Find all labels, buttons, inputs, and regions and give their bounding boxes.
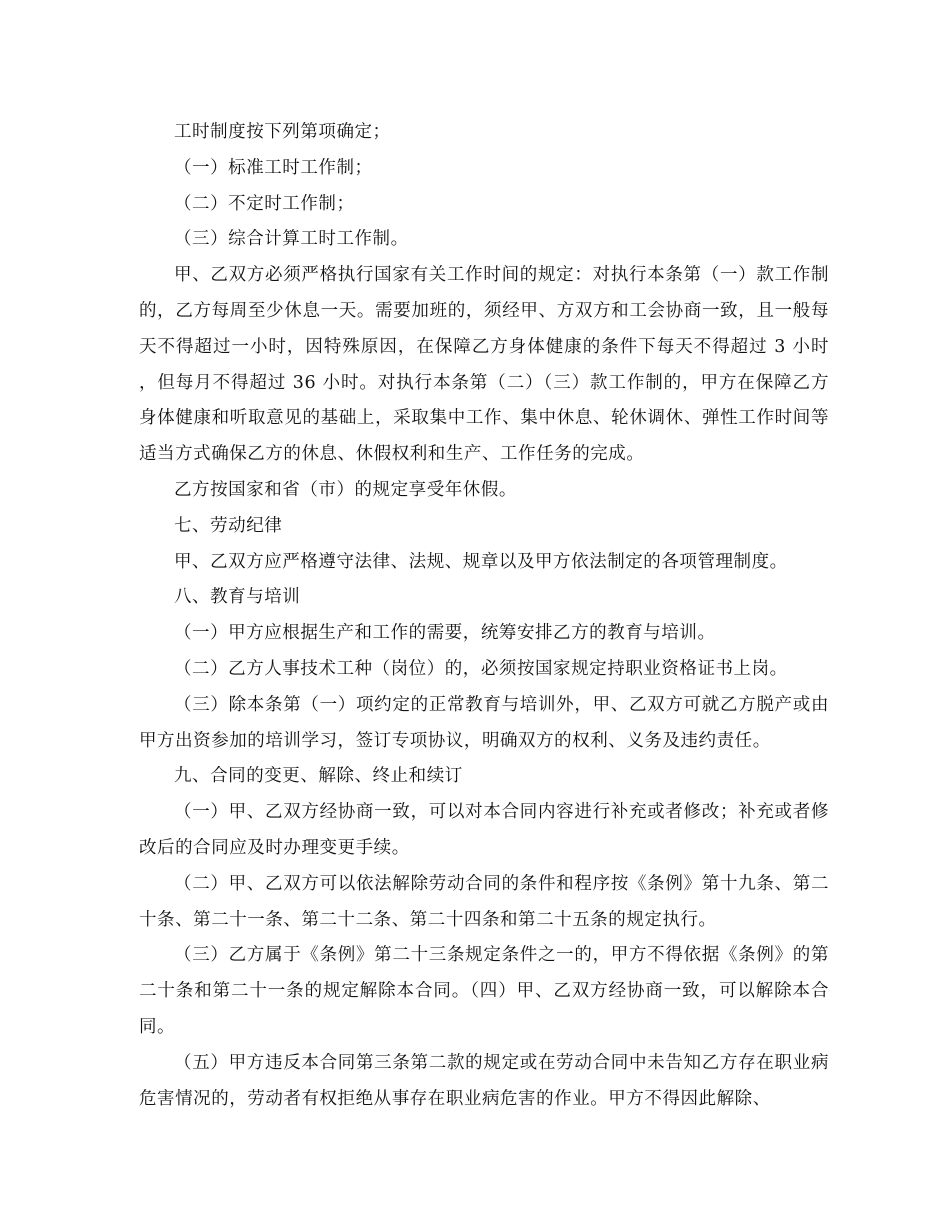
paragraph-comprehensive-hours: （三）综合计算工时工作制。 — [174, 229, 409, 250]
paragraph-occupational-hazard: （五）甲方违反本合同第三条第二款的规定或在劳动合同中未告知乙方存在职业病危害情况的，劳动者有权拒绝从事存在职业病危害的作业。甲方不得因此解除、 — [139, 1052, 829, 1109]
paragraph-annual-leave: 乙方按国家和省（市）的规定享受年休假。 — [174, 479, 517, 500]
paragraph-special-training-agreement: （三）除本条第（一）项约定的正常教育与培训外，甲、乙双方可就乙方脱产或由甲方出资参加的培训学习，签订专项协议，明确双方的权利、义务及违约责任。 — [139, 694, 829, 751]
paragraph-training-arrangement: （一）甲方应根据生产和工作的需要，统筹安排乙方的教育与培训。 — [174, 623, 716, 644]
section-heading-contract-changes: 九、合同的变更、解除、终止和续订 — [174, 766, 463, 787]
section-heading-labor-discipline: 七、劳动纪律 — [174, 515, 283, 536]
paragraph-work-hours-intro: 工时制度按下列第项确定； — [174, 122, 391, 142]
paragraph-termination-restrictions: （三）乙方属于《条例》第二十三条规定条件之一的，甲方不得依据《条例》的第二十条和第二十一条的规定解除本合同。（四）甲、乙双方经协商一致，可以解除本合同。 — [139, 945, 829, 1037]
paragraph-contract-modification: （一）甲、乙双方经协商一致，可以对本合同内容进行补充或者修改；补充或者修改后的合同应及时办理变更手续。 — [139, 802, 829, 858]
paragraph-termination-conditions: （二）甲、乙双方可以依法解除劳动合同的条件和程序按《条例》第十九条、第二十条、第二十一条、第二十二条、第二十四条和第二十五条的规定执行。 — [139, 873, 829, 930]
section-heading-education-training: 八、教育与培训 — [174, 587, 301, 608]
document-page — [139, 115, 829, 1117]
paragraph-qualification-certificate: （二）乙方人事技术工种（岗位）的，必须按国家规定持职业资格证书上岗。 — [174, 658, 788, 679]
paragraph-working-time-rules: 甲、乙双方必须严格执行国家有关工作时间的规定：对执行本条第（一）款工作制的，乙方每周至少休息一天。需要加班的，须经甲、方双方和工会协商一致，且一般每天不得超过一小时，因特殊原因，在保障乙方身体健康的条件下每天不得超过 3 小时，但每月不得超过 36 小时。对执行本条第（二）（三）款工作制的，甲方在保障乙方身体健康和听取意见的基础上，采取集中工作、集中休息、轮休调休、弹性工作时间等适当方式确保乙方的休息、休假权利和生产、工作任务的完成。 — [139, 265, 829, 465]
paragraph-discipline-rules: 甲、乙双方应严格遵守法律、法规、规章以及甲方依法制定的各项管理制度。 — [174, 551, 788, 572]
paragraph-standard-hours: （一）标准工时工作制； — [174, 157, 373, 178]
paragraph-flexible-hours: （二）不定时工作制； — [174, 193, 355, 214]
